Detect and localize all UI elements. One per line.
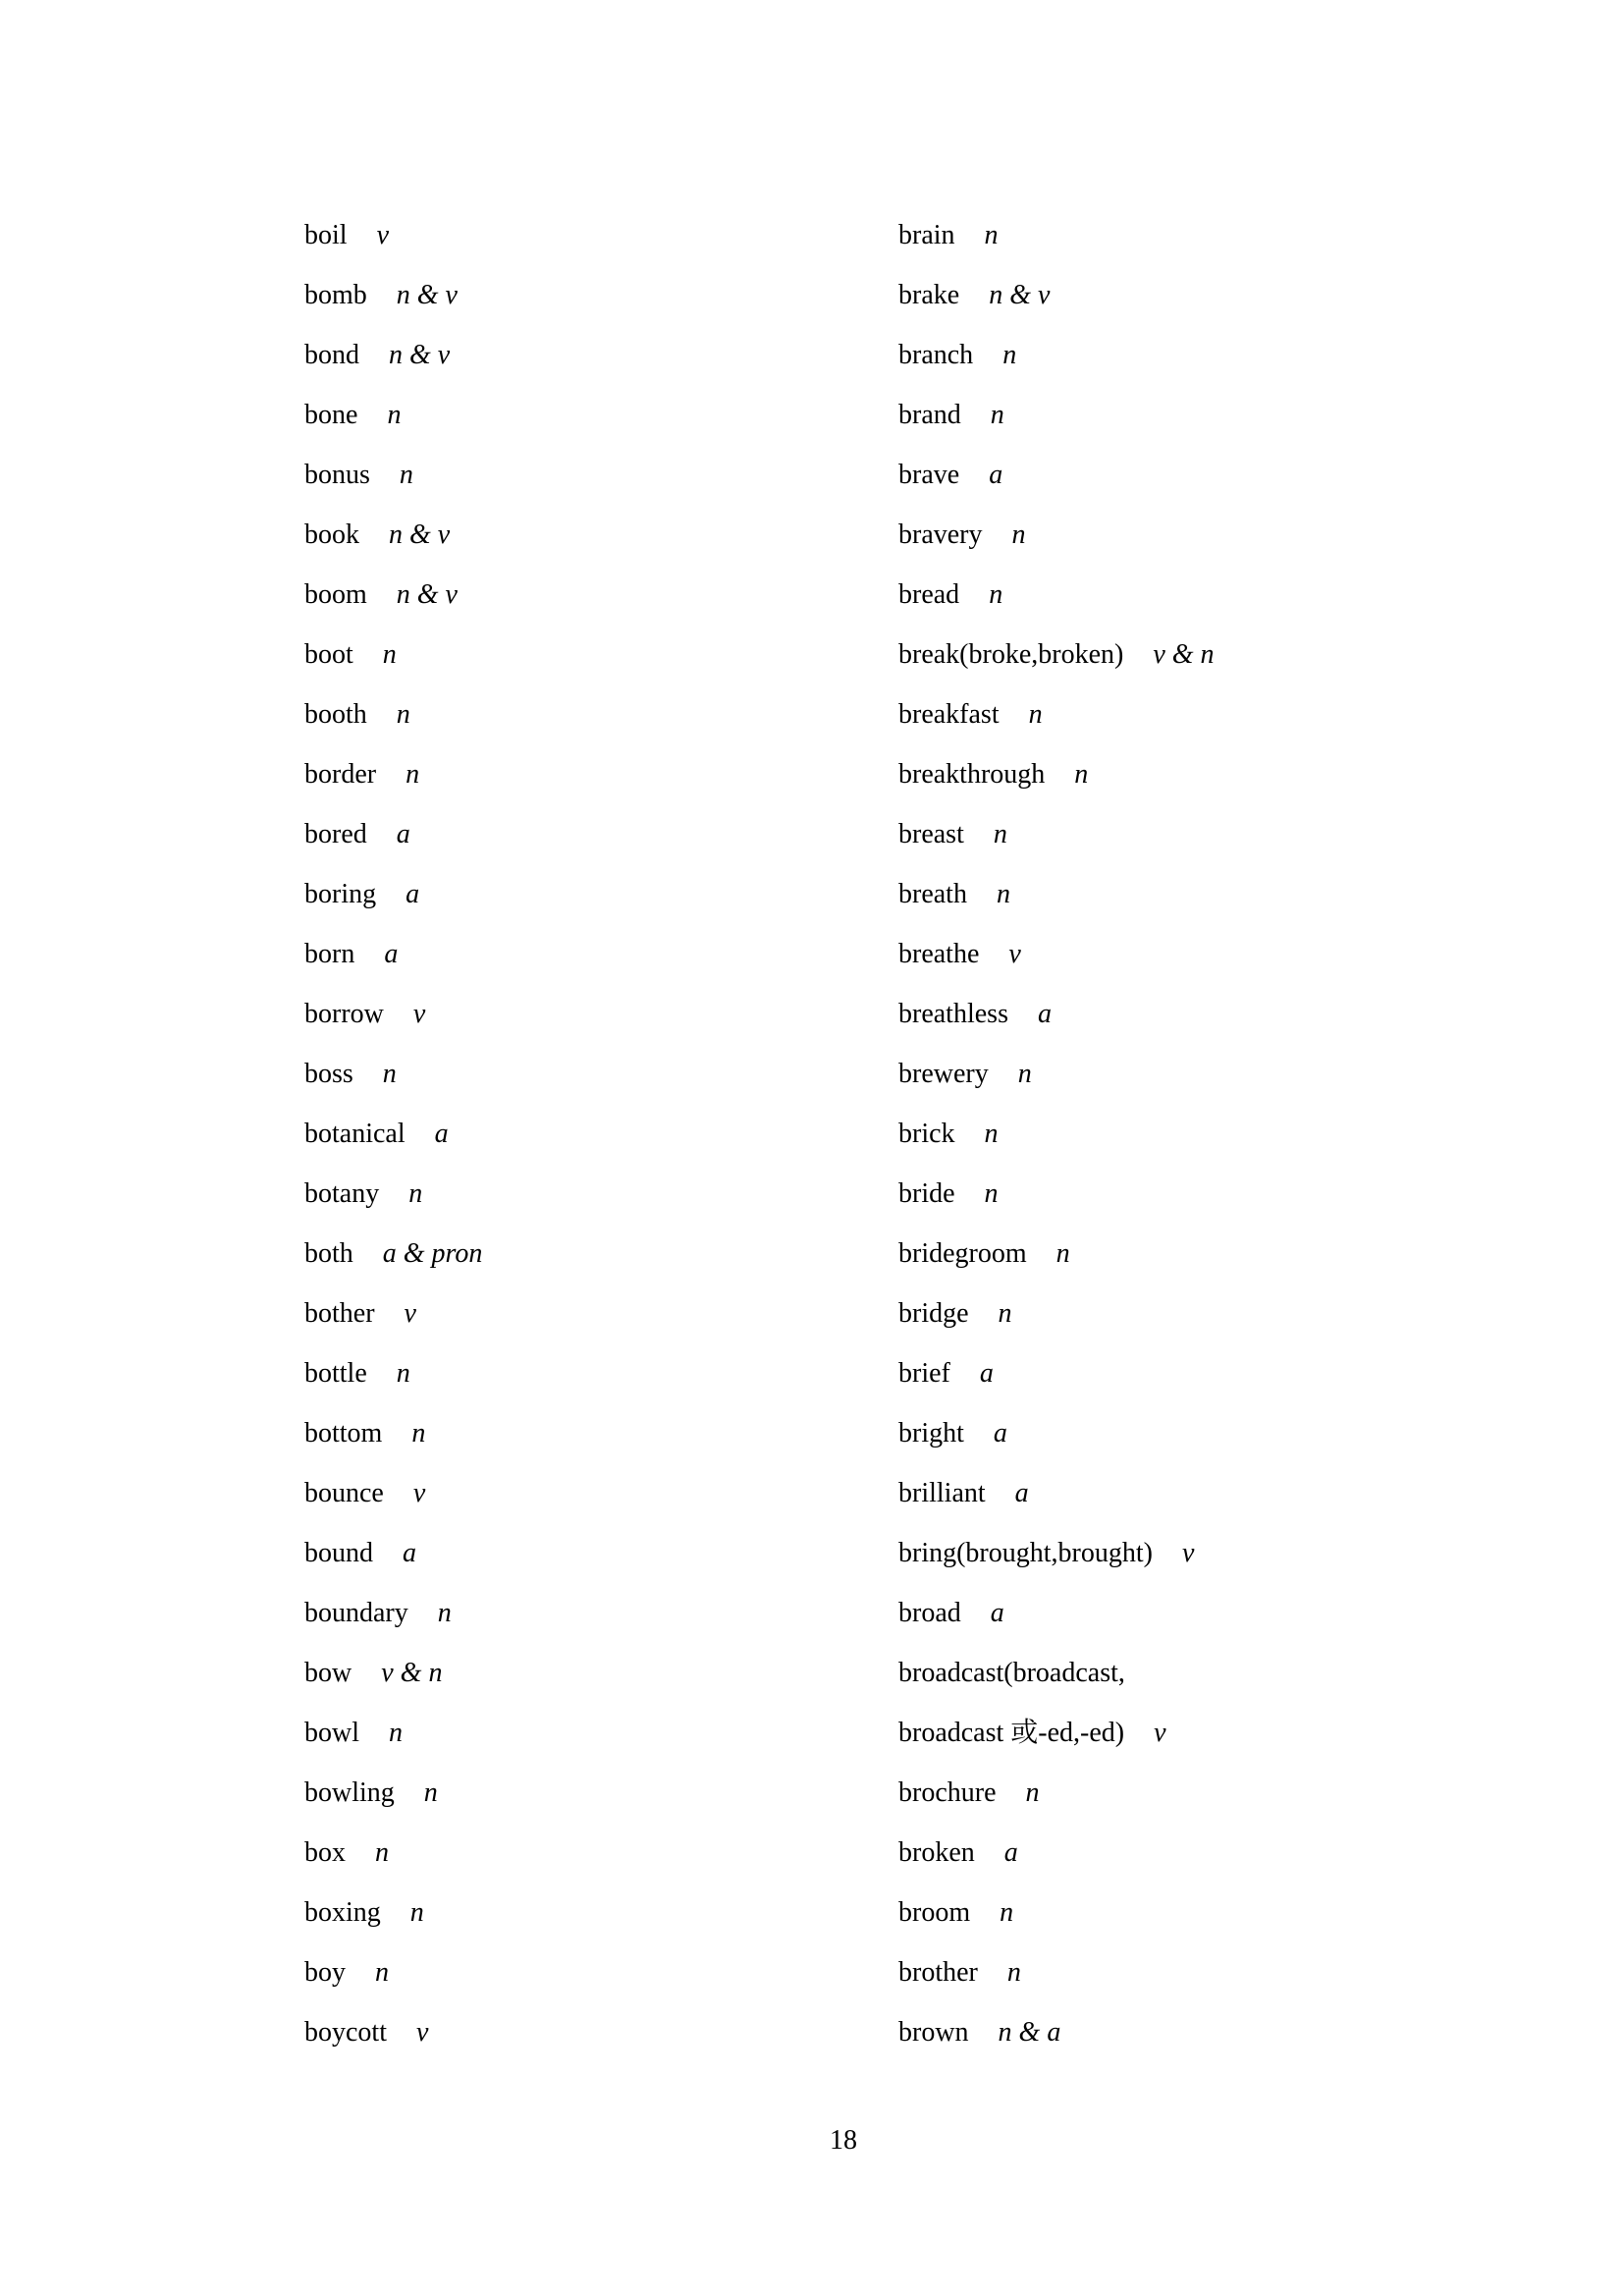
entry-pos: n [998, 1298, 1012, 1329]
entry-word: box [304, 1837, 346, 1868]
word-entry [304, 265, 482, 325]
entry-pos: a [989, 460, 1003, 490]
entry-pos: v [376, 220, 389, 250]
entry-pos: n [1011, 519, 1026, 550]
entry-word: bone [304, 400, 358, 430]
entry-word: botany [304, 1178, 380, 1209]
word-entry [304, 1104, 482, 1164]
entry-word: bridge [898, 1298, 969, 1329]
entry-word: boom [304, 579, 367, 610]
word-entry [898, 2002, 1215, 2062]
word-entry [304, 1643, 482, 1703]
entry-pos: n [406, 759, 420, 790]
entry-word: broom [898, 1897, 971, 1928]
word-entry [898, 445, 1215, 505]
entry-word: branch [898, 340, 974, 370]
word-entry [898, 265, 1215, 325]
entry-word: bound [304, 1538, 373, 1568]
word-entry [898, 505, 1215, 565]
word-entry [304, 1883, 482, 1942]
entry-pos: n [411, 1418, 426, 1449]
entry-pos: n & v [989, 280, 1051, 310]
entry-word: boxing [304, 1897, 381, 1928]
entry-pos: n [375, 1957, 389, 1988]
entry-word: booth [304, 699, 367, 730]
word-entry [304, 1284, 482, 1343]
word-entry [898, 1942, 1215, 2002]
word-entry [304, 1583, 482, 1643]
word-entry [304, 1224, 482, 1284]
entry-word: brand [898, 400, 961, 430]
entry-word: book [304, 519, 359, 550]
word-entry [304, 804, 482, 864]
entry-word: boy [304, 1957, 346, 1988]
entry-word: bounce [304, 1478, 384, 1508]
entry-pos: v [1181, 1538, 1195, 1568]
entry-pos: n [984, 1178, 999, 1209]
page-number: 18 [830, 2125, 857, 2156]
entry-pos: n & v [389, 519, 451, 550]
entry-pos: n [437, 1598, 452, 1628]
entry-pos: n [382, 639, 397, 670]
entry-word: bored [304, 819, 367, 849]
entry-pos: n [396, 699, 410, 730]
entry-pos: n [1028, 699, 1043, 730]
word-entry [304, 325, 482, 385]
entry-word: boss [304, 1059, 353, 1089]
word-entry [898, 984, 1215, 1044]
entry-pos: a [993, 1418, 1007, 1449]
word-entry [304, 1343, 482, 1403]
word-entry [898, 804, 1215, 864]
entry-pos: a [434, 1119, 449, 1149]
entry-pos: n [990, 400, 1004, 430]
entry-word: bonus [304, 460, 370, 490]
word-entry [898, 205, 1215, 265]
entry-pos: v & n [381, 1658, 443, 1688]
word-entry [304, 625, 482, 684]
entry-pos: n & v [396, 579, 458, 610]
word-entry [304, 445, 482, 505]
word-entry [898, 565, 1215, 625]
entry-pos: n [423, 1777, 438, 1808]
word-entry [898, 744, 1215, 804]
entry-pos: n [389, 1718, 403, 1748]
entry-pos: a [979, 1358, 994, 1389]
entry-word: broadcast(broadcast, [898, 1658, 1125, 1688]
entry-word: brick [898, 1119, 955, 1149]
word-entry [898, 1463, 1215, 1523]
entry-pos: n [409, 1897, 424, 1928]
entry-word: bright [898, 1418, 964, 1449]
entry-word: born [304, 939, 355, 969]
entry-word: breathless [898, 999, 1008, 1029]
entry-word: bravery [898, 519, 983, 550]
word-entry [304, 1823, 482, 1883]
entry-word: brain [898, 220, 955, 250]
entry-word: brave [898, 460, 960, 490]
word-entry [898, 1883, 1215, 1942]
entry-word: brake [898, 280, 960, 310]
entry-pos: n [399, 460, 413, 490]
entry-word: bow [304, 1658, 352, 1688]
word-entry [898, 1703, 1215, 1763]
word-entry [898, 385, 1215, 445]
entry-pos: a [403, 1538, 416, 1568]
word-entry [304, 684, 482, 744]
entry-word: boycott [304, 2017, 387, 2048]
entry-pos: n [1025, 1777, 1040, 1808]
word-entry [304, 565, 482, 625]
entry-pos: n [408, 1178, 423, 1209]
entry-word: bomb [304, 280, 367, 310]
word-entry [898, 325, 1215, 385]
entry-word: breakthrough [898, 759, 1046, 790]
word-column-right [898, 205, 1215, 2062]
word-entry [898, 924, 1215, 984]
word-entry [898, 684, 1215, 744]
entry-word: bowl [304, 1718, 359, 1748]
word-entry [304, 1523, 482, 1583]
word-entry [304, 1044, 482, 1104]
word-entry [898, 1164, 1215, 1224]
entry-word: boring [304, 879, 377, 909]
entry-word: brewery [898, 1059, 989, 1089]
entry-pos: n [996, 879, 1010, 909]
entry-word: boil [304, 220, 348, 250]
entry-pos: n [1002, 340, 1017, 370]
entry-word: brief [898, 1358, 950, 1389]
word-entry [304, 505, 482, 565]
entry-pos: v & n [1153, 639, 1215, 670]
entry-word: borrow [304, 999, 384, 1029]
entry-pos: v [416, 2017, 429, 2048]
entry-pos: a [1003, 1837, 1018, 1868]
word-entry [898, 864, 1215, 924]
word-entry [898, 1104, 1215, 1164]
word-entry [898, 1643, 1215, 1703]
word-entry [304, 744, 482, 804]
entry-word: broadcast 或-ed,-ed) [898, 1718, 1125, 1748]
word-entry [304, 984, 482, 1044]
entry-pos: a [396, 819, 410, 849]
entry-word: bring(brought,brought) [898, 1538, 1153, 1568]
entry-pos: n [984, 1119, 999, 1149]
word-entry [898, 1284, 1215, 1343]
entry-pos: a [1014, 1478, 1029, 1508]
entry-word: brilliant [898, 1478, 986, 1508]
word-entry [898, 1403, 1215, 1463]
word-entry [898, 1583, 1215, 1643]
entry-pos: n [396, 1358, 410, 1389]
entry-word: broad [898, 1598, 961, 1628]
word-entry [898, 1343, 1215, 1403]
word-entry [898, 1523, 1215, 1583]
entry-pos: a [1037, 999, 1052, 1029]
entry-pos: n [984, 220, 999, 250]
entry-pos: v [412, 999, 426, 1029]
entry-word: broken [898, 1837, 975, 1868]
word-entry [304, 1942, 482, 2002]
word-entry [304, 1703, 482, 1763]
entry-pos: n [1000, 1897, 1014, 1928]
entry-word: breath [898, 879, 967, 909]
entry-word: bride [898, 1178, 955, 1209]
word-entry [304, 1164, 482, 1224]
word-entry [304, 2002, 482, 2062]
entry-pos: v [1008, 939, 1021, 969]
entry-pos: n [382, 1059, 397, 1089]
entry-word: bottle [304, 1358, 367, 1389]
entry-word: bother [304, 1298, 375, 1329]
entry-pos: n [1074, 759, 1089, 790]
entry-pos: n [993, 819, 1007, 849]
word-entry [304, 1463, 482, 1523]
entry-pos: n & a [998, 2017, 1061, 2048]
word-entry [304, 205, 482, 265]
entry-word: brochure [898, 1777, 997, 1808]
entry-pos: n [387, 400, 402, 430]
entry-word: brown [898, 2017, 969, 2048]
entry-word: botanical [304, 1119, 406, 1149]
word-entry [304, 924, 482, 984]
entry-pos: n [375, 1837, 389, 1868]
word-entry [898, 1044, 1215, 1104]
entry-pos: n & v [396, 280, 458, 310]
entry-word: boundary [304, 1598, 408, 1628]
word-entry [898, 1823, 1215, 1883]
entry-word: break(broke,broken) [898, 639, 1124, 670]
entry-word: boot [304, 639, 353, 670]
entry-pos: v [404, 1298, 416, 1329]
entry-word: brother [898, 1957, 978, 1988]
word-entry [304, 1763, 482, 1823]
entry-pos: a [990, 1598, 1004, 1628]
word-entry [304, 385, 482, 445]
entry-pos: v [1154, 1718, 1166, 1748]
entry-pos: n [1055, 1238, 1070, 1269]
entry-word: both [304, 1238, 353, 1269]
word-entry [898, 1763, 1215, 1823]
entry-pos: n [1017, 1059, 1032, 1089]
entry-pos: n [1006, 1957, 1021, 1988]
word-entry [898, 625, 1215, 684]
entry-pos: v [412, 1478, 426, 1508]
entry-word: bread [898, 579, 960, 610]
entry-pos: a & pron [382, 1238, 483, 1269]
entry-pos: a [384, 939, 399, 969]
entry-word: breakfast [898, 699, 1000, 730]
word-column-left [304, 205, 482, 2062]
entry-pos: n [989, 579, 1003, 610]
entry-word: breast [898, 819, 964, 849]
word-entry [898, 1224, 1215, 1284]
word-entry [304, 864, 482, 924]
entry-word: border [304, 759, 377, 790]
entry-pos: a [406, 879, 420, 909]
entry-word: bottom [304, 1418, 383, 1449]
entry-pos: n & v [389, 340, 451, 370]
entry-word: breathe [898, 939, 980, 969]
entry-word: bridegroom [898, 1238, 1027, 1269]
entry-word: bond [304, 340, 359, 370]
entry-word: bowling [304, 1777, 395, 1808]
word-entry [304, 1403, 482, 1463]
